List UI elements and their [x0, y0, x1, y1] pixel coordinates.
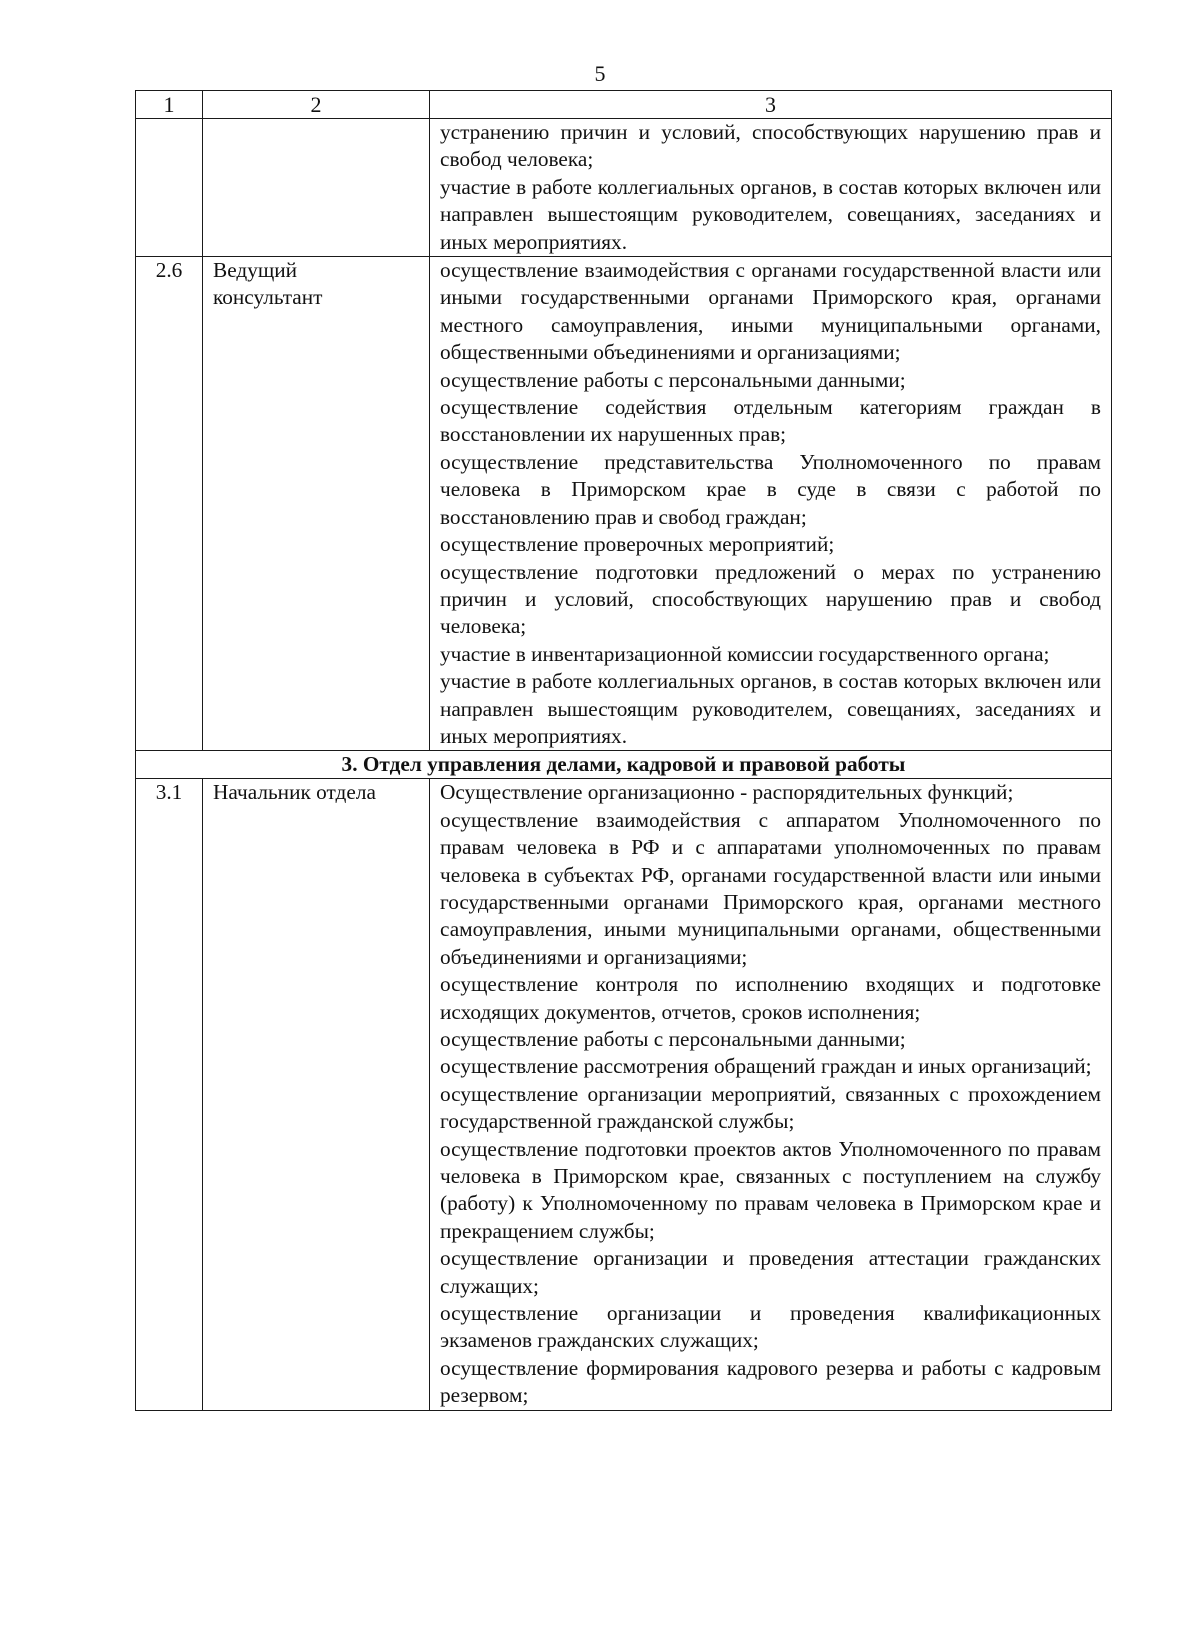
- table-row-continuation: [136, 119, 1112, 257]
- duty-item: осуществление организации и проведения квалификационных экзаменов гражданских служащих;: [440, 1301, 1101, 1353]
- duty-item: осуществление представительства Уполномоченного по правам человека в Приморском крае в суде в связи с работой по восстановлению прав и свобод граждан;: [440, 449, 1101, 529]
- row-number: 2.6: [136, 257, 203, 751]
- row-position: [203, 119, 430, 257]
- duty-item: осуществление работы с персональными данными;: [440, 367, 906, 392]
- page-number: 5: [594, 61, 606, 86]
- column-header-1: 1: [136, 91, 203, 119]
- row-duties: [430, 779, 1112, 1410]
- row-duties: [430, 119, 1112, 257]
- duty-item: осуществление взаимодействия с органами государственной власти или иными государственными органами Приморского края, органами местного самоуправления, иными муниципальными органами, общественными объединениями и организациями;: [440, 258, 1101, 365]
- section-title: 3. Отдел управления делами, кадровой и правовой работы: [136, 751, 1112, 779]
- duty-item: осуществление подготовки предложений о мерах по устранению причин и условий, способствующих нарушению прав и свобод человека;: [440, 559, 1101, 639]
- column-header-3: 3: [430, 91, 1112, 119]
- table-row-2-6: [136, 257, 1112, 751]
- duties-table: [135, 90, 1112, 1411]
- duty-item: участие в инвентаризационной комиссии государственного органа;: [440, 641, 1050, 666]
- duty-item: осуществление проверочных мероприятий;: [440, 532, 835, 557]
- row-duties: [430, 257, 1112, 751]
- duty-item: участие в работе коллегиальных органов, в состав которых включен или направлен вышестоящим руководителем, совещаниях, заседаниях и иных мероприятиях.: [440, 669, 1101, 748]
- row-position: Ведущий консультант: [203, 257, 430, 751]
- duty-item: осуществление организации мероприятий, связанных с прохождением государственной гражданской службы;: [440, 1081, 1101, 1134]
- duty-item: осуществление взаимодействия с аппаратом Уполномоченного по правам человека в РФ и с аппаратами уполномоченных по правам человека в субъектах РФ, органами государственной власти или иными государственными органами Приморского края, органами местного самоуправления, иными муниципальными органами, общественными объединениями и организациями;: [440, 807, 1101, 969]
- row-number: 3.1: [136, 779, 203, 1410]
- duty-item: осуществление работы с персональными данными;: [440, 1027, 906, 1051]
- row-position: Начальник отдела: [203, 779, 430, 1410]
- section-row-3: [136, 751, 1112, 779]
- duty-item: осуществление контроля по исполнению входящих и подготовке исходящих документов, отчетов, сроков исполнения;: [440, 972, 1101, 1024]
- column-header-2: 2: [203, 91, 430, 119]
- table-row-3-1: [136, 779, 1112, 1410]
- duty-item: осуществление формирования кадрового резерва и работы с кадровым резервом;: [440, 1355, 1101, 1408]
- duty-item: осуществление содействия отдельным категориям граждан в восстановлении их нарушенных прав;: [440, 395, 1101, 447]
- duty-item: устранению причин и условий, способствующих нарушению прав и свобод человека;: [440, 120, 1101, 172]
- table-header-row: [136, 91, 1112, 119]
- duty-item: Осуществление организационно - распорядительных функций;: [440, 780, 1014, 805]
- duty-item: осуществление организации и проведения аттестации гражданских служащих;: [440, 1246, 1101, 1298]
- duty-item: участие в работе коллегиальных органов, в состав которых включен или направлен вышестоящим руководителем, совещаниях, заседаниях и иных мероприятиях.: [440, 174, 1101, 254]
- row-number: [136, 119, 203, 257]
- duty-item: осуществление подготовки проектов актов Уполномоченного по правам человека в Приморском крае, связанных с поступлением на службу (работу) к Уполномоченному по правам человека в Приморском крае и прекращением службы;: [440, 1136, 1101, 1243]
- duty-item: осуществление рассмотрения обращений граждан и иных организаций;: [440, 1054, 1092, 1079]
